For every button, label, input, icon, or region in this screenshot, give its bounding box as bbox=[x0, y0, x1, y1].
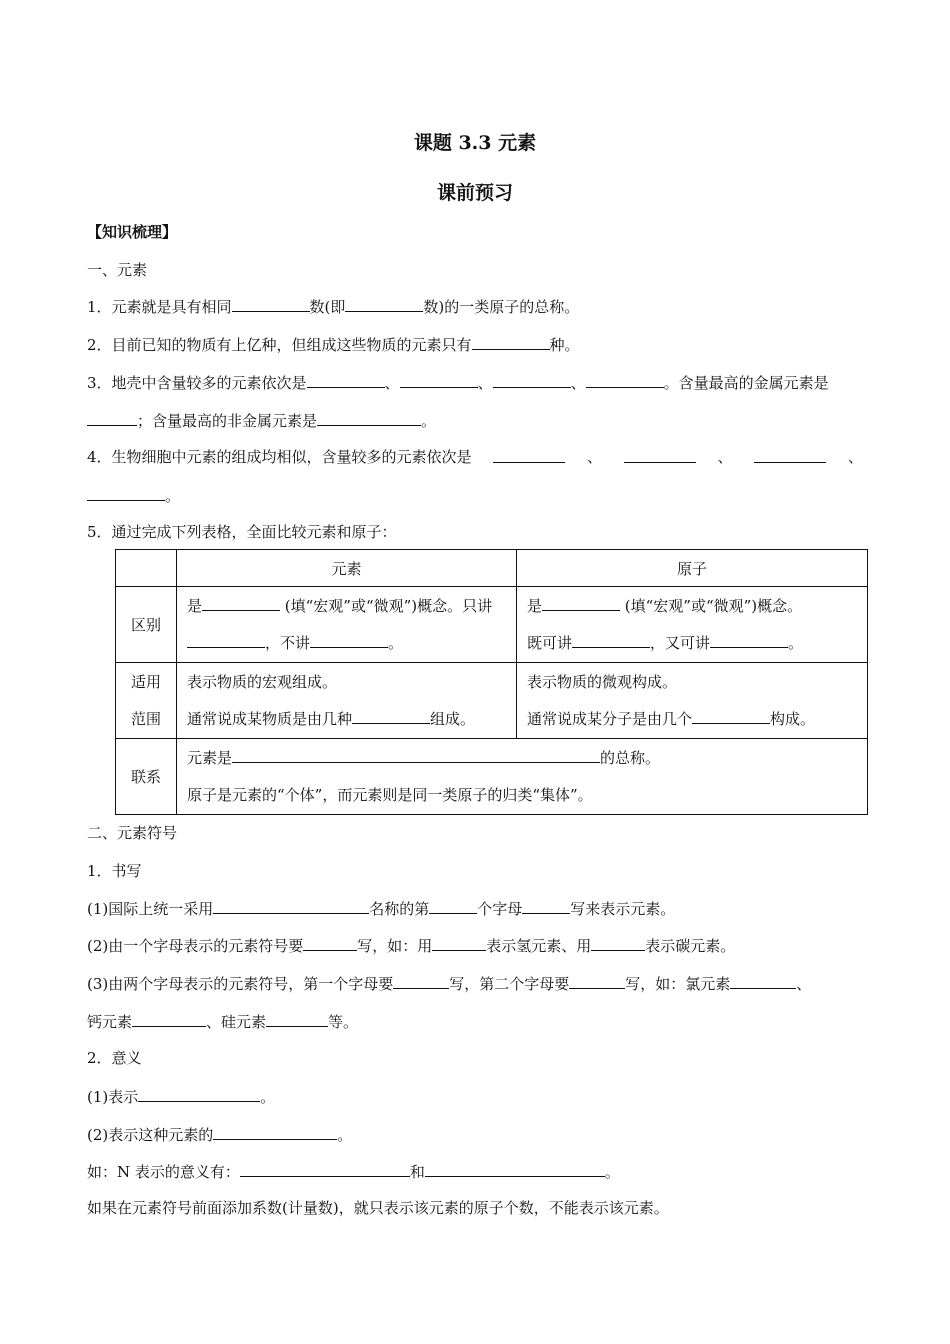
answer-blank[interactable] bbox=[429, 898, 477, 914]
part1-heading: 一、元素 bbox=[87, 261, 148, 279]
answer-blank[interactable] bbox=[352, 708, 430, 724]
answer-blank[interactable] bbox=[266, 1011, 328, 1027]
cell-relation: 元素是 的总称。 原子是元素的“个体”，而元素则是同一类原子的归类“集体”。 bbox=[177, 739, 868, 815]
answer-blank[interactable] bbox=[692, 708, 770, 724]
part2-heading: 二、元素符号 bbox=[87, 824, 178, 842]
question-2: 2．目前已知的物质有上亿种，但组成这些物质的元素只有 种。 bbox=[87, 336, 580, 354]
answer-blank[interactable] bbox=[303, 935, 357, 951]
answer-blank[interactable] bbox=[138, 1086, 260, 1102]
question-4-cont: 。 bbox=[87, 485, 180, 506]
cell-atom-difference: 是 (填“宏观”或“微观”)概念。 既可讲 ，又可讲 。 bbox=[517, 587, 868, 663]
answer-blank[interactable] bbox=[393, 973, 449, 989]
subsection-meaning: 2．意义 bbox=[87, 1049, 142, 1067]
question-4: 4．生物细胞中元素的组成均相似，含量较多的元素依次是 、 、 、 bbox=[87, 448, 863, 466]
answer-blank[interactable] bbox=[307, 372, 385, 388]
answer-blank[interactable] bbox=[493, 447, 565, 463]
writing-rule-3: (3)由两个字母表示的元素符号，第一个字母要 写，第二个字母要 写，如：氯元素 、 bbox=[87, 975, 812, 993]
table-row-scope bbox=[116, 663, 868, 739]
coefficient-note: 如果在元素符号前面添加系数(计量数)，就只表示该元素的原子个数，不能表示该元素。 bbox=[87, 1199, 669, 1217]
answer-blank[interactable] bbox=[345, 296, 423, 312]
answer-blank[interactable] bbox=[400, 372, 478, 388]
page-title: 课题 3.3 元素 bbox=[413, 132, 537, 154]
answer-blank[interactable] bbox=[232, 296, 310, 312]
answer-blank[interactable] bbox=[432, 935, 486, 951]
answer-blank[interactable] bbox=[202, 595, 280, 611]
cell-element-scope: 表示物质的宏观组成。 通常说成某物质是由几种 组成。 bbox=[177, 663, 517, 739]
cell-element-difference: 是 (填“宏观”或“微观”)概念。只讲 ，不讲 。 bbox=[177, 587, 517, 663]
row-label-difference: 区别 bbox=[116, 587, 177, 663]
writing-rule-2: (2)由一个字母表示的元素符号要 写，如：用 表示氢元素、用 表示碳元素。 bbox=[87, 937, 736, 955]
question-3: 3．地壳中含量较多的元素依次是 、 、 、 。含量最高的金属元素是 bbox=[87, 374, 829, 392]
section-heading: 【知识梳理】 bbox=[87, 223, 178, 241]
table-header-row bbox=[116, 550, 868, 587]
column-header-atom: 原子 bbox=[517, 550, 868, 587]
answer-blank[interactable] bbox=[624, 447, 696, 463]
meaning-2: (2)表示这种元素的 。 bbox=[87, 1126, 353, 1144]
question-1: 1．元素就是具有相同 数(即 数)的一类原子的总称。 bbox=[87, 298, 580, 316]
answer-blank[interactable] bbox=[187, 632, 265, 648]
row-label-scope: 适用 范围 bbox=[116, 663, 177, 739]
answer-blank[interactable] bbox=[591, 935, 645, 951]
answer-blank[interactable] bbox=[493, 372, 571, 388]
table-row-difference bbox=[116, 587, 868, 663]
question-3-cont: ；含量最高的非金属元素是 。 bbox=[87, 410, 436, 431]
meaning-example: 如：N 表示的意义有： 和 。 bbox=[87, 1163, 620, 1181]
table-row-relation bbox=[116, 739, 868, 815]
column-header-element: 元素 bbox=[177, 550, 517, 587]
answer-blank[interactable] bbox=[754, 447, 826, 463]
row-label-relation: 联系 bbox=[116, 739, 177, 815]
answer-blank[interactable] bbox=[569, 973, 625, 989]
answer-blank[interactable] bbox=[710, 632, 788, 648]
cell-atom-scope: 表示物质的微观构成。 通常说成某分子是由几个 构成。 bbox=[517, 663, 868, 739]
answer-blank[interactable] bbox=[310, 632, 388, 648]
meaning-1: (1)表示 。 bbox=[87, 1088, 276, 1106]
writing-rule-3-cont: 钙元素 、硅元素 等。 bbox=[87, 1013, 359, 1031]
answer-blank[interactable] bbox=[317, 410, 421, 426]
answer-blank[interactable] bbox=[87, 485, 165, 501]
answer-blank[interactable] bbox=[232, 747, 600, 763]
answer-blank[interactable] bbox=[240, 1161, 410, 1177]
table-corner-cell bbox=[116, 550, 177, 587]
answer-blank[interactable] bbox=[730, 973, 796, 989]
subsection-writing: 1．书写 bbox=[87, 862, 142, 880]
answer-blank[interactable] bbox=[213, 1124, 337, 1140]
answer-blank[interactable] bbox=[213, 898, 369, 914]
answer-blank[interactable] bbox=[586, 372, 664, 388]
answer-blank[interactable] bbox=[132, 1011, 206, 1027]
comparison-table bbox=[115, 549, 868, 815]
question-5: 5．通过完成下列表格，全面比较元素和原子： bbox=[87, 523, 397, 541]
page-subtitle: 课前预习 bbox=[436, 182, 513, 204]
answer-blank[interactable] bbox=[542, 595, 620, 611]
answer-blank[interactable] bbox=[472, 334, 550, 350]
answer-blank[interactable] bbox=[522, 898, 570, 914]
answer-blank[interactable] bbox=[87, 410, 137, 426]
answer-blank[interactable] bbox=[572, 632, 650, 648]
writing-rule-1: (1)国际上统一采用 名称的第 个字母 写来表示元素。 bbox=[87, 900, 676, 918]
answer-blank[interactable] bbox=[425, 1161, 605, 1177]
